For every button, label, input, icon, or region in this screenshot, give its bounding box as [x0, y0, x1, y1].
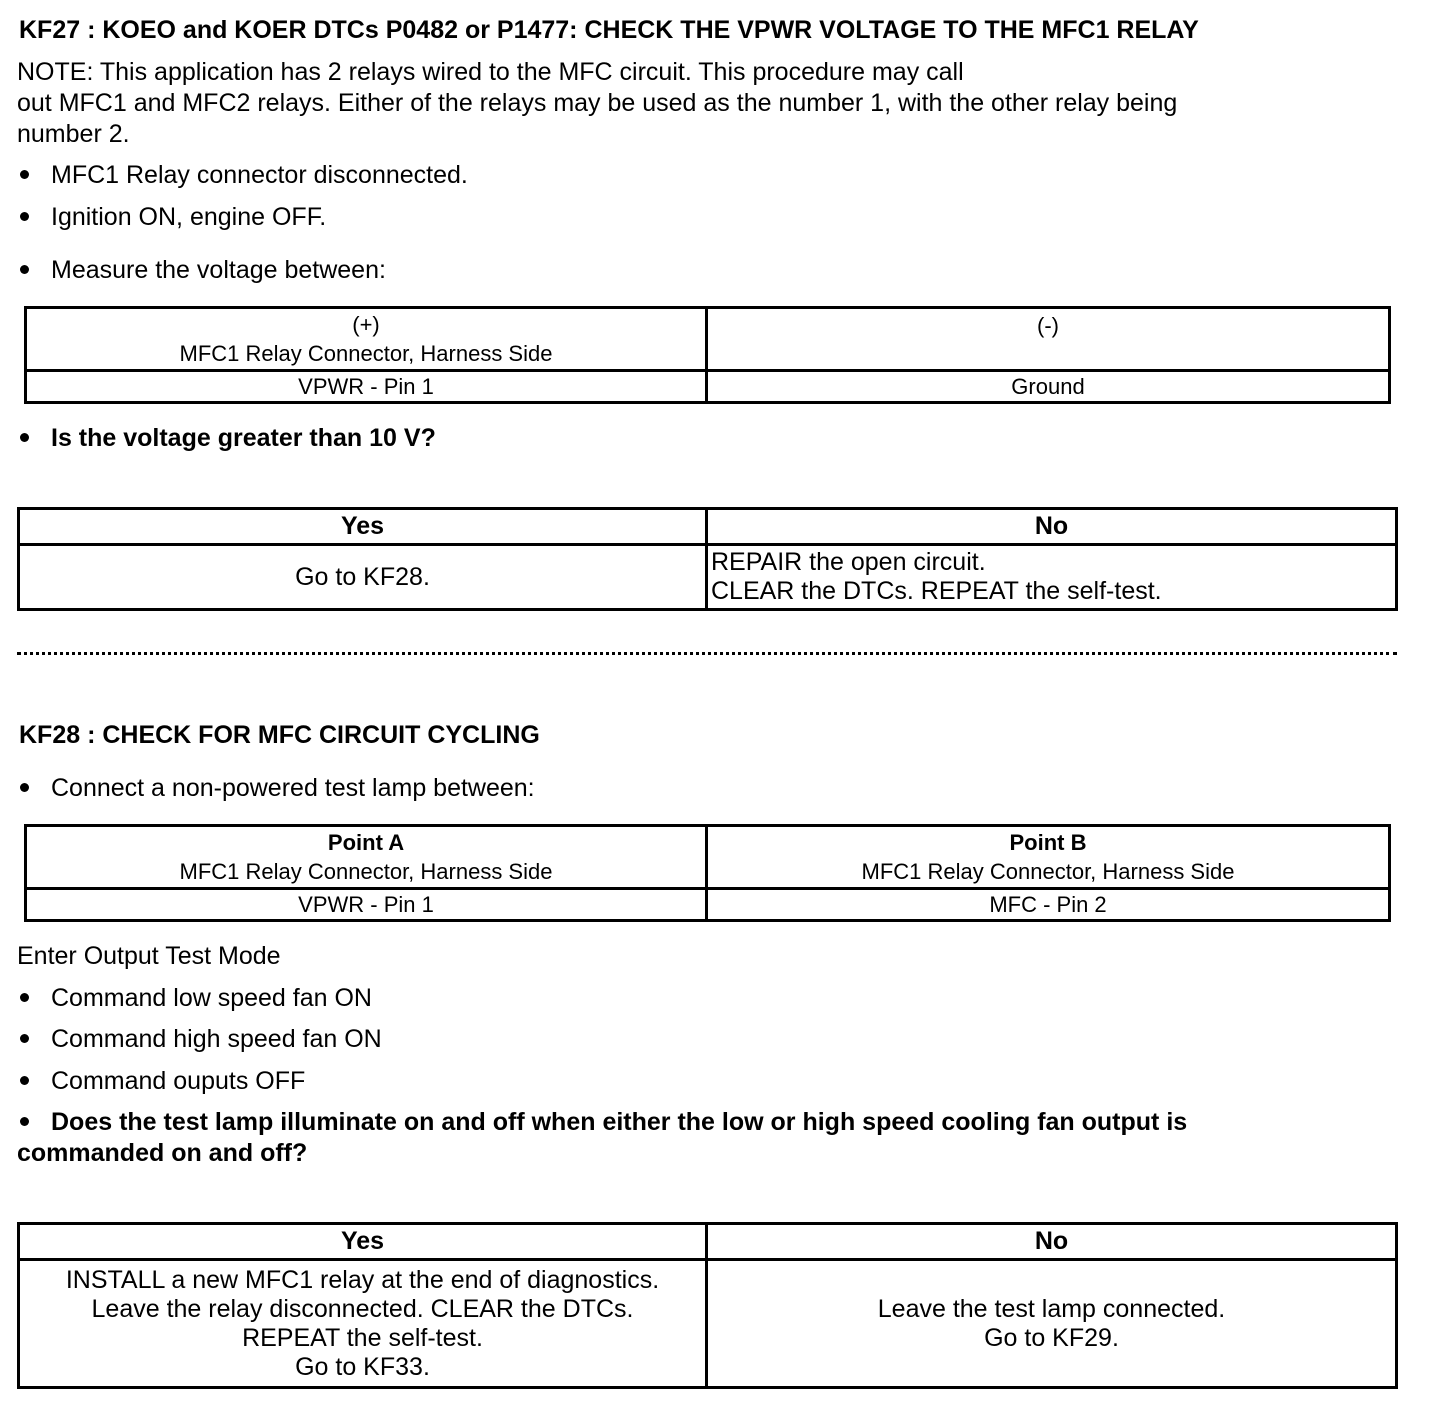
- point-a-header: Point A: [327, 830, 405, 855]
- no-header: No: [707, 509, 1397, 545]
- list-item: [20, 1024, 382, 1055]
- no-header: No: [707, 1224, 1397, 1260]
- table-row: [19, 545, 1397, 610]
- bullet-icon: [20, 783, 29, 792]
- table-row: [26, 889, 1390, 921]
- plus-header: (+): [352, 312, 380, 337]
- bullet-text: Connect a non-powered test lamp between:: [51, 774, 535, 802]
- table-row: [26, 371, 1390, 403]
- table-cell: VPWR - Pin 1: [26, 371, 707, 403]
- bullet-text: Command low speed fan ON: [51, 984, 372, 1012]
- mode-line: Enter Output Test Mode: [17, 942, 281, 970]
- table-header-cell: [26, 308, 707, 371]
- no-line: Leave the test lamp connected.: [877, 1294, 1226, 1323]
- list-item: [20, 202, 326, 233]
- bullet-icon: [20, 1117, 29, 1126]
- yes-line: REPEAT the self-test.: [242, 1323, 483, 1352]
- no-cell: [707, 1260, 1397, 1388]
- kf28-result-table: [17, 1222, 1398, 1389]
- bullet-icon: [20, 433, 29, 442]
- list-item: [20, 1066, 305, 1097]
- list-item: [20, 255, 386, 286]
- list-item: [20, 773, 535, 804]
- bullet-icon: [20, 265, 29, 274]
- yes-line: Leave the relay disconnected. CLEAR the DTCs.: [91, 1294, 634, 1323]
- bullet-icon: [20, 212, 29, 221]
- table-header-cell: [26, 826, 707, 889]
- bullet-text: Command ouputs OFF: [51, 1067, 306, 1095]
- question: [20, 1107, 1187, 1138]
- yes-cell: Go to KF28.: [19, 545, 707, 610]
- list-item: [20, 160, 468, 191]
- bullet-text: Command high speed fan ON: [51, 1025, 382, 1053]
- measure-table: [24, 306, 1391, 404]
- yes-header: Yes: [19, 509, 707, 545]
- table-row: [19, 509, 1397, 545]
- yes-line: Go to KF33.: [295, 1352, 430, 1381]
- no-cell: [707, 545, 1397, 610]
- point-b-subheader: MFC1 Relay Connector, Harness Side: [861, 859, 1235, 884]
- table-header-cell: [707, 826, 1390, 889]
- kf27-title: KF27 : KOEO and KOER DTCs P0482 or P1477: CHECK THE VPWR VOLTAGE TO THE MFC1 RELAY: [19, 16, 1199, 44]
- table-row: [19, 1260, 1397, 1388]
- note-line-3: number 2.: [17, 120, 130, 148]
- plus-subheader: MFC1 Relay Connector, Harness Side: [179, 341, 553, 366]
- table-cell: VPWR - Pin 1: [26, 889, 707, 921]
- no-line: Go to KF29.: [984, 1323, 1119, 1352]
- table-row: [26, 826, 1390, 889]
- note-line-1: NOTE: This application has 2 relays wired to the MFC circuit. This procedure may call: [17, 58, 964, 86]
- table-header-cell: [707, 308, 1390, 371]
- note-line-2: out MFC1 and MFC2 relays. Either of the relays may be used as the number 1, with the other relay being: [17, 89, 1178, 117]
- point-b-header: Point B: [1009, 830, 1087, 855]
- bullet-icon: [20, 993, 29, 1002]
- no-line: CLEAR the DTCs. REPEAT the self-test.: [711, 577, 1162, 605]
- question: [20, 423, 436, 454]
- yes-header: Yes: [19, 1224, 707, 1260]
- kf27-result-table: [17, 507, 1398, 611]
- bullet-icon: [20, 1076, 29, 1085]
- question-text: Does the test lamp illuminate on and off when either the low or high speed cooling fan output is: [51, 1108, 1188, 1136]
- bullet-icon: [20, 1034, 29, 1043]
- yes-cell: [19, 1260, 707, 1388]
- no-line: REPAIR the open circuit.: [711, 548, 986, 576]
- question-continued: commanded on and off?: [17, 1139, 308, 1167]
- bullet-text: Ignition ON, engine OFF.: [51, 203, 327, 231]
- lamp-table: [24, 824, 1391, 922]
- bullet-icon: [20, 170, 29, 179]
- list-item: [20, 983, 372, 1014]
- table-row: [19, 1224, 1397, 1260]
- table-cell: MFC - Pin 2: [707, 889, 1390, 921]
- kf28-title: KF28 : CHECK FOR MFC CIRCUIT CYCLING: [19, 721, 540, 749]
- bullet-text: Measure the voltage between:: [51, 256, 386, 284]
- point-a-subheader: MFC1 Relay Connector, Harness Side: [179, 859, 553, 884]
- yes-line: INSTALL a new MFC1 relay at the end of diagnostics.: [65, 1265, 660, 1294]
- table-row: [26, 308, 1390, 371]
- table-cell: Ground: [707, 371, 1390, 403]
- section-divider: [17, 652, 1397, 655]
- bullet-text: MFC1 Relay connector disconnected.: [51, 161, 468, 189]
- minus-header: (-): [1037, 313, 1059, 338]
- question-text: Is the voltage greater than 10 V?: [51, 424, 436, 452]
